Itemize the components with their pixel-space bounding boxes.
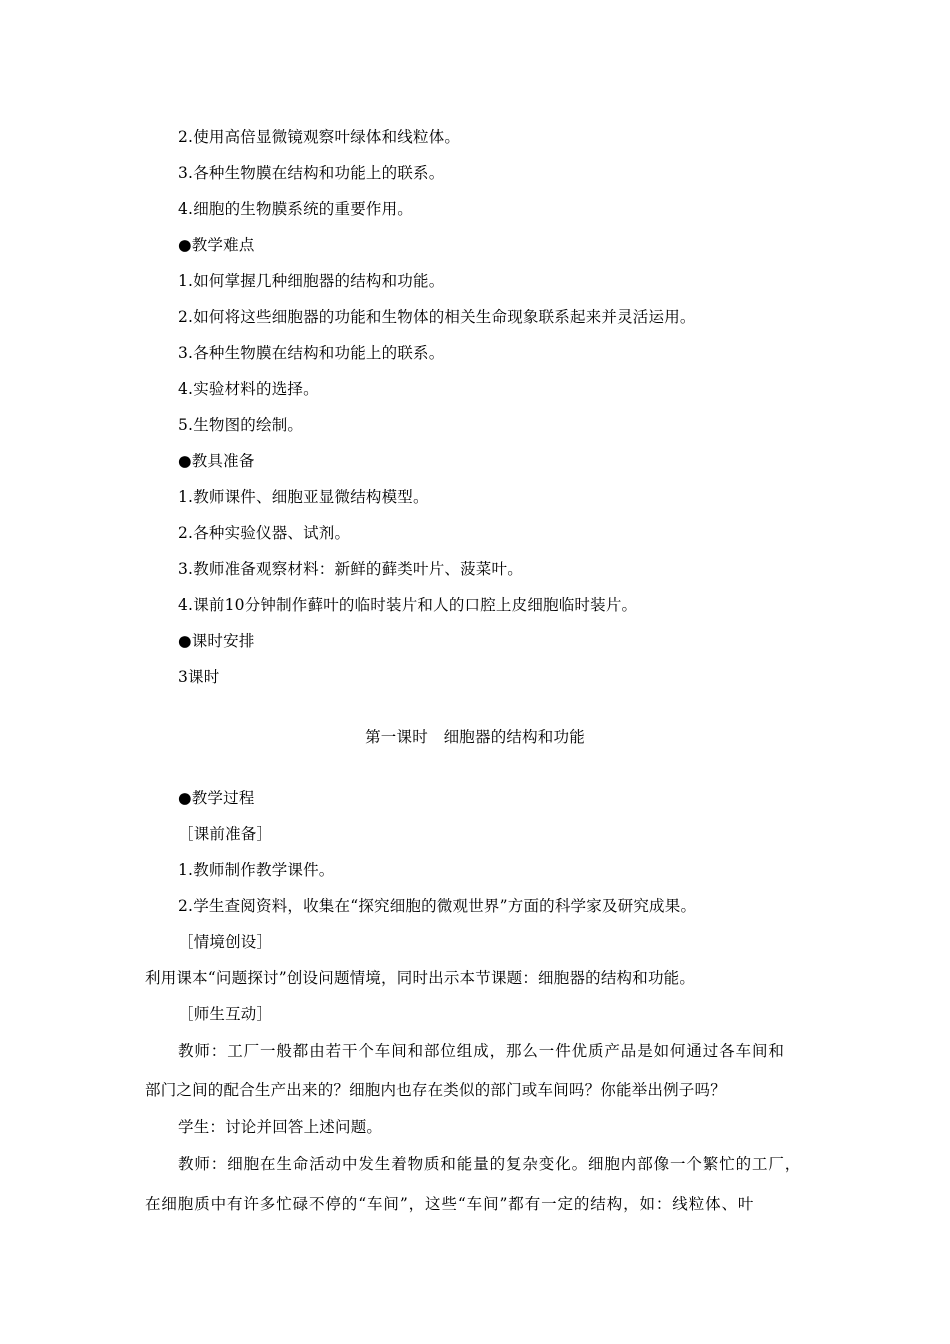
teacher-paragraph-2-line-2: 在细胞质中有许多忙碌不停的“车间”，这些“车间”都有一定的结构，如：线粒体、叶	[145, 1195, 755, 1213]
focus-item-3: 3.各种生物膜在结构和功能上的联系。	[178, 164, 445, 182]
difficulty-item-3: 3.各种生物膜在结构和功能上的联系。	[178, 344, 445, 362]
materials-item-2: 2.各种实验仪器、试剂。	[178, 524, 351, 542]
section-heading-difficulties: ●教学难点	[178, 236, 255, 254]
scenario-paragraph: 利用课本“问题探讨”创设问题情境，同时出示本节课题：细胞器的结构和功能。	[145, 969, 696, 987]
difficulty-item-2: 2.如何将这些细胞器的功能和生物体的相关生命现象联系起来并灵活运用。	[178, 308, 696, 326]
focus-item-4: 4.细胞的生物膜系统的重要作用。	[178, 200, 413, 218]
lesson-title: 第一课时 细胞器的结构和功能	[365, 728, 585, 746]
difficulty-item-1: 1.如何掌握几种细胞器的结构和功能。	[178, 272, 445, 290]
schedule-value: 3课时	[178, 668, 220, 686]
materials-item-4: 4.课前10分钟制作藓叶的临时装片和人的口腔上皮细胞临时装片。	[178, 596, 638, 614]
preparation-item-2: 2.学生查阅资料，收集在“探究细胞的微观世界”方面的科学家及研究成果。	[178, 897, 697, 915]
subheading-interaction: ［师生互动］	[178, 1005, 273, 1023]
section-heading-materials: ●教具准备	[178, 452, 255, 470]
materials-item-3: 3.教师准备观察材料：新鲜的藓类叶片、菠菜叶。	[178, 560, 523, 578]
materials-item-1: 1.教师课件、细胞亚显微结构模型。	[178, 488, 429, 506]
section-heading-schedule: ●课时安排	[178, 632, 255, 650]
preparation-item-1: 1.教师制作教学课件。	[178, 861, 335, 879]
difficulty-item-4: 4.实验材料的选择。	[178, 380, 319, 398]
subheading-scenario: ［情境创设］	[178, 933, 273, 951]
focus-item-2: 2.使用高倍显微镜观察叶绿体和线粒体。	[178, 128, 461, 146]
teacher-paragraph-1-line-2: 部门之间的配合生产出来的？细胞内也存在类似的部门或车间吗？你能举出例子吗？	[145, 1081, 726, 1099]
section-heading-process: ●教学过程	[178, 789, 255, 807]
teacher-paragraph-1-line-1: 教师：工厂一般都由若干个车间和部位组成，那么一件优质产品是如何通过各车间和	[178, 1042, 785, 1060]
teacher-paragraph-2-line-1: 教师：细胞在生命活动中发生着物质和能量的复杂变化。细胞内部像一个繁忙的工厂，	[178, 1155, 802, 1173]
subheading-preparation: ［课前准备］	[178, 825, 273, 843]
student-paragraph: 学生：讨论并回答上述问题。	[178, 1118, 383, 1136]
difficulty-item-5: 5.生物图的绘制。	[178, 416, 304, 434]
